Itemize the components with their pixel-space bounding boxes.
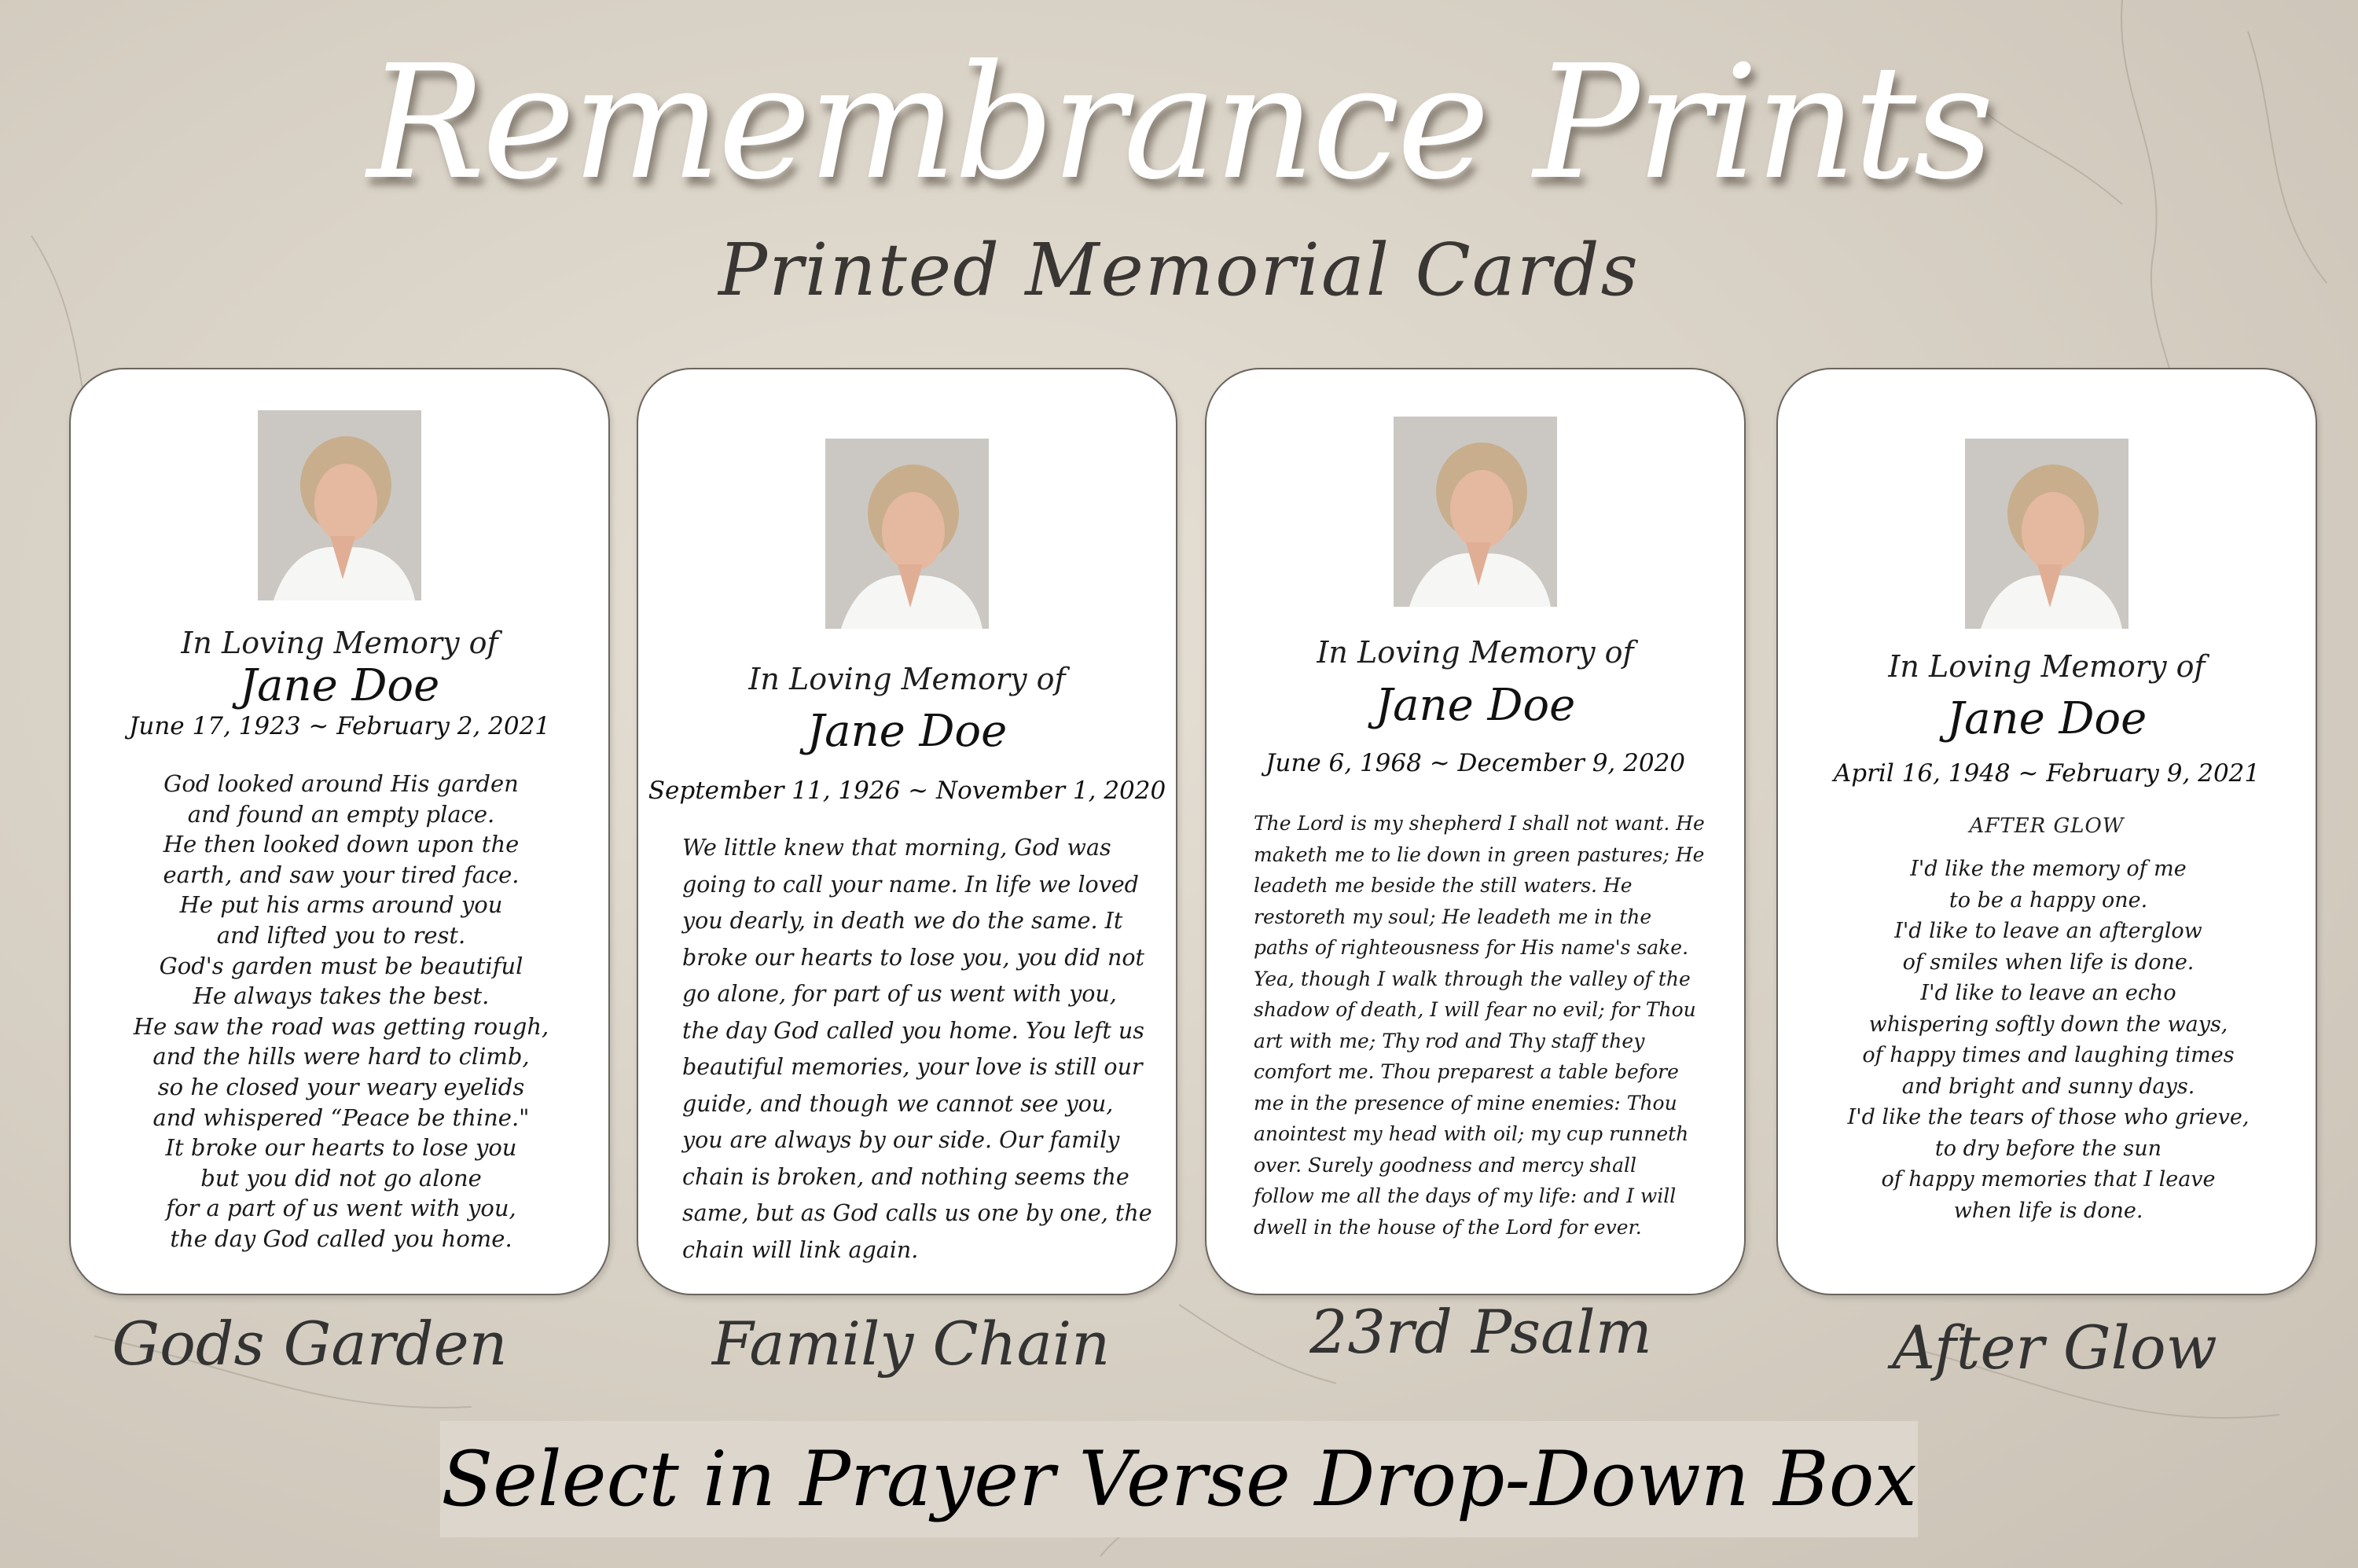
verse-line: of smiles when life is done. (1902, 949, 2195, 975)
verse-line: and whispered “Peace be thine." (152, 1103, 530, 1131)
verse-line: I'd like to leave an echo (1920, 981, 2176, 1005)
in-loving-memory-label: In Loving Memory of (1317, 635, 1634, 670)
caption-23rd-psalm: 23rd Psalm (1309, 1297, 1652, 1367)
verse-line: for a part of us went with you, (166, 1195, 516, 1222)
verse-line: anointest my head with oil; my cup runneth (1254, 1122, 1689, 1145)
verse-line: I'd like the memory of me (1910, 857, 2187, 881)
memorial-card-family-chain (637, 368, 1177, 1295)
instruction-banner (440, 1421, 1918, 1537)
verse-line: beautiful memories, your love is still our (682, 1054, 1143, 1080)
verse-line: leadeth me beside the still waters. He (1254, 874, 1633, 897)
verse-line: same, but as God calls us one by one, the (682, 1200, 1152, 1226)
in-loving-memory-label: In Loving Memory of (748, 662, 1066, 696)
verse-line: me in the presence of mine enemies: Thou (1254, 1091, 1677, 1114)
verse-line: dwell in the house of the Lord for ever. (1254, 1215, 1642, 1239)
verse-line: He always takes the best. (193, 982, 490, 1010)
life-dates: June 17, 1923 ~ February 2, 2021 (128, 712, 551, 740)
life-dates: June 6, 1968 ~ December 9, 2020 (1265, 749, 1686, 777)
verse-line: broke our hearts to lose you, you did not (682, 944, 1144, 971)
verse-line: comfort me. Thou preparest a table before (1254, 1060, 1679, 1083)
verse-line: you dearly, in death we do the same. It (682, 908, 1123, 934)
verse-line: to dry before the sun (1934, 1136, 2162, 1161)
verse-line: paths of righteousness for His name's sake. (1254, 936, 1689, 959)
verse-line: I'd like to leave an afterglow (1894, 919, 2202, 943)
memorial-card-after-glow (1776, 368, 2317, 1295)
verse-line: We little knew that morning, God was (682, 835, 1111, 861)
instruction-text: Select in Prayer Verse Drop-Down Box (441, 1435, 1917, 1523)
verse-line: guide, and though we cannot see you, (682, 1090, 1114, 1117)
verse-line: whispering softly down the ways, (1868, 1012, 2228, 1037)
verse-line: over. Surely goodness and mercy shall (1254, 1153, 1637, 1177)
deceased-name: Jane Doe (239, 660, 440, 711)
verse-line: shadow of death, I will fear no evil; for Thou (1254, 998, 1696, 1021)
portrait-photo (1965, 439, 2128, 629)
verse-line: earth, and saw your tired face. (163, 861, 520, 888)
verse-line: go alone, for part of us went with you, (682, 981, 1117, 1007)
memorial-card-gods-garden (69, 368, 610, 1295)
deceased-name: Jane Doe (1375, 680, 1576, 731)
life-dates: September 11, 1926 ~ November 1, 2020 (648, 777, 1166, 805)
verse-line: He saw the road was getting rough, (133, 1012, 549, 1040)
verse-line: of happy memories that I leave (1881, 1167, 2216, 1192)
deceased-name: Jane Doe (1946, 693, 2147, 744)
verse-line: but you did not go alone (200, 1164, 482, 1192)
caption-family-chain: Family Chain (711, 1309, 1111, 1379)
verse-line: restoreth my soul; He leadeth me in the (1254, 905, 1652, 928)
page-title: Remembrance Prints (366, 31, 1992, 215)
verse-line: art with me; Thy rod and Thy staff they (1254, 1029, 1645, 1052)
life-dates: April 16, 1948 ~ February 9, 2021 (1833, 759, 2261, 788)
verse-title: AFTER GLOW (1969, 814, 2125, 838)
page-subtitle: Printed Memorial Cards (718, 228, 1640, 312)
verse-line: God looked around His garden (163, 770, 519, 797)
caption-gods-garden: Gods Garden (112, 1309, 508, 1379)
verse-line: of happy times and laughing times (1862, 1043, 2235, 1067)
in-loving-memory-label: In Loving Memory of (181, 626, 498, 660)
verse-text (1254, 808, 1705, 1243)
deceased-name: Jane Doe (806, 706, 1008, 757)
verse-line: He put his arms around you (179, 891, 503, 919)
verse-line: so he closed your weary eyelids (157, 1073, 525, 1100)
portrait-photo (258, 410, 421, 600)
verse-line: and found an empty place. (187, 800, 495, 828)
verse-line: and the hills were hard to climb, (152, 1043, 530, 1070)
verse-line: follow me all the days of my life: and I will (1254, 1184, 1677, 1207)
verse-line: I'd like the tears of those who grieve, (1847, 1105, 2250, 1129)
in-loving-memory-label: In Loving Memory of (1888, 649, 2206, 684)
verse-line: maketh me to lie down in green pastures; He (1254, 843, 1705, 866)
memorial-card-23rd-psalm (1205, 368, 1746, 1295)
verse-line: the day God called you home. You left us (682, 1017, 1144, 1044)
verse-line: He then looked down upon the (163, 831, 520, 858)
verse-line: The Lord is my shepherd I shall not want. He (1254, 812, 1705, 835)
verse-line: chain is broken, and nothing seems the (682, 1163, 1129, 1190)
verse-line: to be a happy one. (1948, 887, 2148, 913)
verse-line: God's garden must be beautiful (159, 952, 523, 979)
caption-after-glow: After Glow (1892, 1313, 2217, 1383)
verse-text (682, 830, 1152, 1269)
verse-line: you are always by our side. Our family (682, 1127, 1120, 1153)
portrait-photo (1394, 417, 1557, 607)
portrait-photo (825, 439, 989, 629)
verse-line: and bright and sunny days. (1901, 1074, 2195, 1099)
verse-line: and lifted you to rest. (216, 921, 466, 949)
verse-line: the day God called you home. (170, 1225, 512, 1252)
verse-line: Yea, though I walk through the valley of the (1254, 967, 1691, 990)
verse-line: when life is done. (1953, 1198, 2143, 1223)
verse-text (1778, 854, 2319, 1226)
verse-line: going to call your name. In life we loved (682, 871, 1139, 898)
verse-text (71, 769, 612, 1254)
verse-line: chain will link again. (682, 1236, 919, 1263)
verse-line: It broke our hearts to lose you (165, 1134, 517, 1162)
